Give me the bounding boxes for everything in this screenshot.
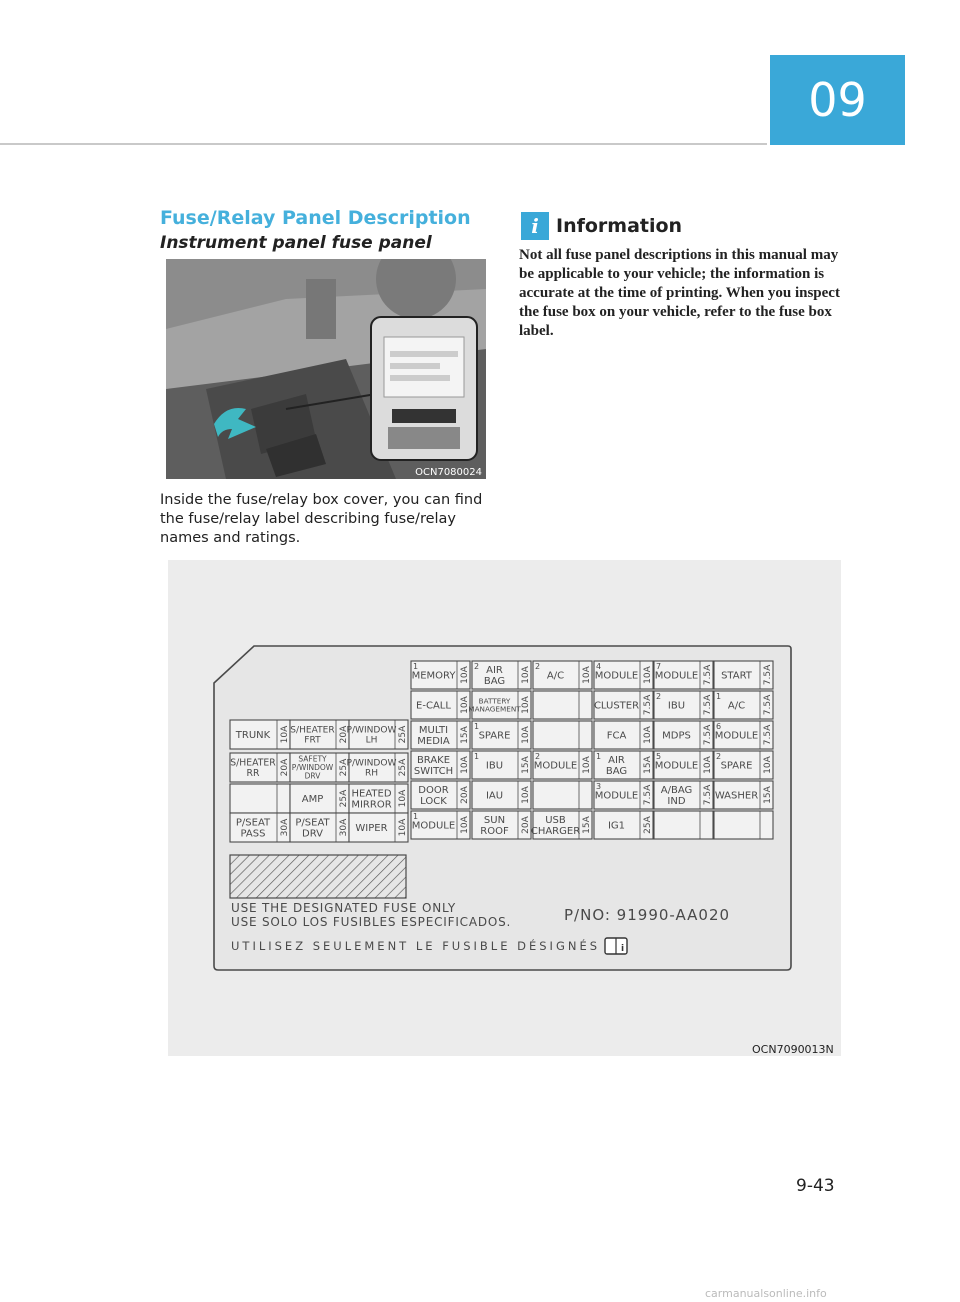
fuse-cell — [230, 753, 290, 782]
notice-es: USE SOLO LOS FUSIBLES ESPECIFICADOS. — [231, 915, 512, 929]
fuse-name: A/C — [546, 670, 565, 682]
fuse-rating: 10A — [460, 696, 470, 714]
dashboard-illustration — [166, 259, 486, 479]
fuse-name: MODULE — [654, 760, 699, 772]
fuse-name: E-CALL — [416, 700, 451, 712]
fuse-name: AIR BAG — [483, 665, 506, 687]
fuse-name: TRUNK — [235, 730, 271, 741]
fuse-name: A/BAG IND — [660, 785, 693, 807]
fuse-name: AMP — [301, 794, 324, 805]
fuse-name: WIPER — [355, 823, 388, 834]
section-subtitle: Instrument panel fuse panel — [160, 233, 432, 253]
fuse-cell — [411, 781, 470, 809]
fuse-cell — [411, 721, 470, 749]
part-number: P/NO: 91990-AA020 — [564, 906, 731, 924]
fuse-name: MODULE — [594, 790, 639, 802]
fuse-cell — [533, 691, 592, 719]
fuse-index: 2 — [716, 752, 722, 761]
fuse-name: START — [721, 670, 752, 682]
fuse-cell — [349, 813, 408, 842]
fuse-name: MODULE — [714, 730, 759, 742]
fuse-cell — [714, 691, 773, 719]
fuse-rating: 20A — [460, 786, 470, 804]
fuse-cell — [230, 813, 290, 842]
fuse-cell — [411, 811, 470, 839]
fuse-name: USB CHARGER — [530, 815, 581, 837]
fuse-name: BRAKE SWITCH — [413, 755, 454, 777]
fuse-rating: 7.5A — [703, 784, 713, 806]
fuse-rating: 10A — [398, 818, 408, 837]
fuse-rating: 10A — [582, 756, 592, 774]
fuse-index: 2 — [535, 662, 541, 671]
fuse-rating: 7.5A — [643, 694, 653, 716]
fuse-rating: 25A — [339, 758, 349, 777]
fuse-index: 1 — [474, 752, 480, 761]
notice-fr: UTILISEZ SEULEMENT LE FUSIBLE DÉSIGNÉS — [231, 939, 601, 953]
fuse-rating: 10A — [521, 666, 531, 684]
fuse-label-svg — [168, 560, 841, 1056]
fuse-rating: 7.5A — [703, 664, 713, 686]
fuse-rating: 20A — [521, 816, 531, 834]
chapter-tab: 09 — [770, 55, 905, 145]
fuse-name: SAFETY P/WINDOW DRV — [291, 754, 334, 781]
fuse-rating: 10A — [643, 726, 653, 744]
fuse-index: 2 — [535, 752, 541, 761]
fuse-rating: 7.5A — [763, 724, 773, 746]
fuse-cell — [533, 751, 592, 779]
fuse-name: FCA — [606, 730, 627, 742]
fuse-cell — [714, 661, 773, 689]
body-text: Inside the fuse/relay box cover, you can find the fuse/relay label describing fuse/relay names and ratings. — [160, 492, 483, 546]
fuse-name: SUN ROOF — [480, 815, 509, 837]
fuse-rating: 7.5A — [763, 664, 773, 686]
fuse-index: 1 — [413, 662, 419, 671]
fuse-name: IBU — [667, 700, 686, 712]
fuse-name: BATTERY MANAGEMENT — [468, 696, 521, 714]
fuse-cell — [472, 781, 531, 809]
fuse-index: 2 — [474, 662, 480, 671]
notice-en: USE THE DESIGNATED FUSE ONLY — [231, 901, 456, 915]
fuse-index: 6 — [716, 722, 722, 731]
diagram-code: OCN7090013N — [752, 1043, 834, 1056]
fuse-cell — [290, 720, 349, 749]
fuse-index: 3 — [596, 782, 602, 791]
fuse-rating: 20A — [339, 725, 349, 744]
fuse-cell — [411, 691, 470, 719]
fuse-cell — [411, 751, 470, 779]
fuse-cell — [654, 751, 713, 779]
fuse-index: 2 — [656, 692, 662, 701]
manual-icon — [605, 938, 627, 954]
fuse-cell — [654, 721, 713, 749]
fuse-name: P/SEAT PASS — [235, 817, 271, 840]
info-text: Not all fuse panel descriptions in this manual may be applicable to your vehicle; the information is accurate at the time of printing. When you inspect the fuse box on your vehicle, refer to the fuse box label. — [519, 247, 840, 339]
fuse-rating: 25A — [398, 725, 408, 744]
fuse-index: 1 — [413, 812, 419, 821]
fuse-index: 1 — [474, 722, 480, 731]
fuse-name: S/HEATER FRT — [290, 725, 335, 746]
fuse-cell — [349, 784, 408, 813]
fuse-rating: 15A — [582, 816, 592, 834]
fuse-cell — [654, 661, 713, 689]
fuse-rating: 10A — [460, 666, 470, 684]
fuse-rating: 15A — [460, 726, 470, 744]
fuse-rating: 7.5A — [703, 724, 713, 746]
fuse-index: 4 — [596, 662, 602, 671]
fuse-cell — [714, 781, 773, 809]
fuse-index: 1 — [716, 692, 722, 701]
fuse-rating: 30A — [339, 818, 349, 837]
fuse-rating: 25A — [398, 758, 408, 777]
fuse-name: MULTI MEDIA — [417, 725, 450, 747]
fuse-rating: 10A — [460, 756, 470, 774]
fuse-rating: 10A — [521, 696, 531, 714]
fuse-cell — [594, 721, 653, 749]
fuse-cell — [594, 751, 653, 779]
fuse-cell — [468, 691, 531, 719]
fuse-cell — [472, 751, 531, 779]
fuse-cell — [290, 784, 349, 813]
fuse-rating: 10A — [521, 786, 531, 804]
fuse-name: S/HEATER RR — [230, 757, 276, 779]
fuse-label-diagram — [168, 560, 841, 1056]
info-title: Information — [556, 215, 683, 237]
fuse-index: 5 — [656, 752, 662, 761]
fuse-name: MODULE — [594, 670, 639, 682]
fuse-cell — [714, 721, 773, 749]
svg-text:i: i — [621, 944, 625, 954]
fuse-cell — [654, 691, 713, 719]
hatched-area — [230, 855, 406, 898]
fuse-rating: 10A — [703, 756, 713, 774]
fuse-cell — [654, 781, 713, 809]
fuse-rating: 10A — [280, 725, 290, 744]
fuse-rating: 15A — [763, 786, 773, 804]
fuse-cell — [714, 811, 773, 839]
fuse-rating: 10A — [763, 756, 773, 774]
fuse-rating: 15A — [521, 756, 531, 774]
fuse-cell — [290, 753, 349, 782]
section-title: Fuse/Relay Panel Description — [160, 207, 471, 229]
fuse-cell — [472, 721, 531, 749]
fuse-cell — [290, 813, 349, 842]
fuse-cell — [533, 661, 592, 689]
fuse-rating: 15A — [643, 756, 653, 774]
header-rule — [0, 143, 767, 145]
fuse-rating: 10A — [643, 666, 653, 684]
fuse-rating: 10A — [460, 816, 470, 834]
fuse-cell — [594, 781, 653, 809]
fuse-rating: 10A — [521, 726, 531, 744]
fuse-name: SPARE — [478, 730, 511, 742]
info-icon: i — [521, 212, 549, 240]
fuse-cell — [654, 811, 713, 839]
fuse-cell — [533, 781, 592, 809]
photo-code: OCN7080024 — [415, 467, 482, 478]
fuse-cell — [411, 661, 470, 689]
fuse-name: IG1 — [607, 820, 626, 832]
fuse-cell — [531, 811, 592, 839]
fuse-cell — [594, 661, 653, 689]
fuse-rating: 7.5A — [763, 694, 773, 716]
fuse-name: MEMORY — [411, 670, 456, 682]
fuse-name: IAU — [485, 790, 504, 802]
fuse-name: WASHER — [714, 790, 759, 802]
fuse-name: MODULE — [654, 670, 699, 682]
fuse-cell — [472, 661, 531, 689]
fuse-cell — [714, 751, 773, 779]
fuse-cell — [533, 721, 592, 749]
fuse-name: CLUSTER — [593, 700, 640, 712]
fuse-name: MODULE — [533, 760, 578, 772]
fuse-rating: 20A — [280, 758, 290, 777]
fuse-cell — [346, 720, 408, 749]
fuse-name: P/WINDOW LH — [346, 725, 397, 746]
fuse-rating: 30A — [280, 818, 290, 837]
page-number: 9-43 — [796, 1176, 835, 1196]
fuse-rating: 10A — [398, 789, 408, 808]
fuse-name: HEATED MIRROR — [351, 788, 392, 811]
fuse-cell — [594, 691, 653, 719]
fuse-name: A/C — [727, 700, 746, 712]
fuse-index: 7 — [656, 662, 662, 671]
fuse-cell — [230, 720, 290, 749]
fuse-cell — [230, 784, 290, 813]
fuse-name: AIR BAG — [605, 755, 628, 777]
fuse-name: P/SEAT DRV — [295, 817, 330, 840]
fuse-rating: 10A — [582, 666, 592, 684]
fuse-cell — [472, 811, 531, 839]
fuse-rating: 25A — [339, 789, 349, 808]
fuse-panel-photo — [166, 259, 486, 479]
fuse-name: IBU — [485, 760, 504, 772]
fuse-rating: 7.5A — [643, 784, 653, 806]
watermark: carmanualsonline.info — [705, 1287, 827, 1300]
fuse-name: MODULE — [411, 820, 456, 832]
fuse-name: SPARE — [720, 760, 753, 772]
fuse-cell — [346, 753, 408, 782]
fuse-index: 1 — [596, 752, 602, 761]
fuse-cell — [594, 811, 653, 839]
fuse-name: DOOR LOCK — [418, 785, 449, 807]
fuse-rating: 25A — [643, 816, 653, 834]
fuse-name: MDPS — [662, 730, 691, 742]
fuse-name: P/WINDOW RH — [346, 758, 397, 779]
fuse-rating: 7.5A — [703, 694, 713, 716]
